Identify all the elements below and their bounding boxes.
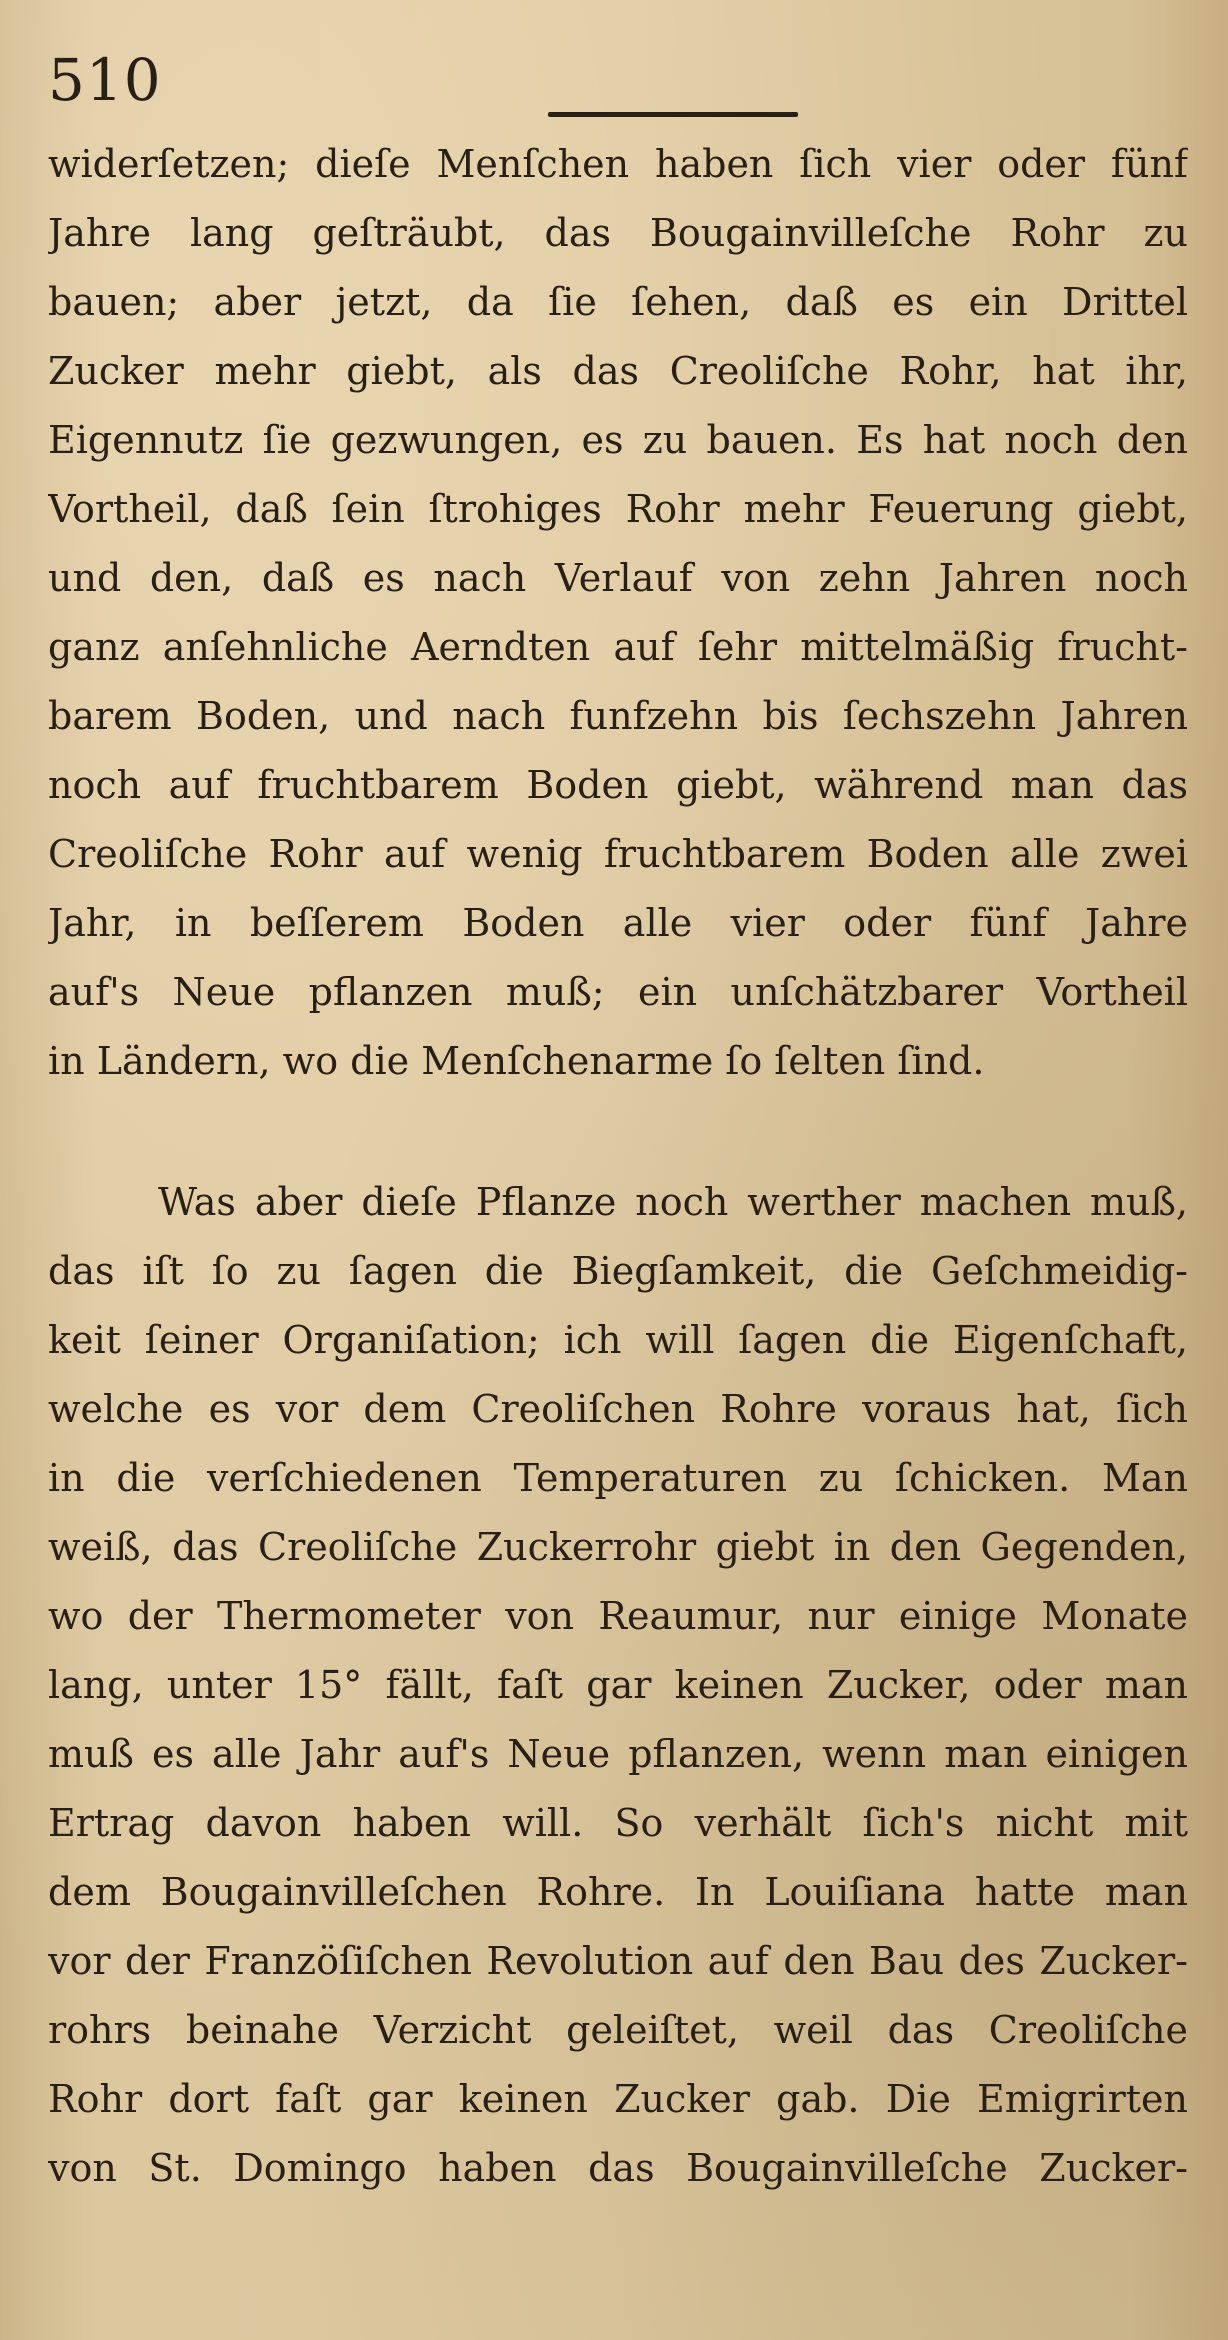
text-line: lang, unter 15° fällt, faſt gar keinen Zucker, oder man xyxy=(48,1663,1188,1707)
text-line: weiß, das Creoliſche Zuckerrohr giebt in den Gegenden, xyxy=(48,1525,1188,1569)
text-line: barem Boden, und nach funfzehn bis ſechszehn Jahren xyxy=(48,694,1188,738)
text-line: noch auf fruchtbarem Boden giebt, während man das xyxy=(48,763,1188,807)
text-line: vor der Franzöſiſchen Revolution auf den Bau des Zucker- xyxy=(48,1939,1188,1983)
text-line: in Ländern, wo die Menſchenarme ſo ſelten ſind. xyxy=(48,1039,985,1083)
text-line: Jahre lang geſträubt, das Bougainvilleſche Rohr zu xyxy=(48,211,1188,255)
text-line: Eigennutz ſie gezwungen, es zu bauen. Es hat noch den xyxy=(48,418,1188,462)
text-line: Jahr, in beſſerem Boden alle vier oder fünf Jahre xyxy=(48,901,1188,945)
header-rule xyxy=(548,112,798,117)
text-line: Zucker mehr giebt, als das Creoliſche Rohr, hat ihr, xyxy=(48,349,1188,393)
text-line: Was aber dieſe Pflanze noch werther machen muß, xyxy=(158,1180,1188,1224)
text-line: welche es vor dem Creoliſchen Rohre voraus hat, ſich xyxy=(48,1387,1188,1431)
text-line: muß es alle Jahr auf's Neue pflanzen, wenn man einigen xyxy=(48,1732,1188,1776)
text-line: bauen; aber jetzt, da ſie ſehen, daß es ein Drittel xyxy=(48,280,1188,324)
text-line: keit ſeiner Organiſation; ich will ſagen die Eigenſchaft, xyxy=(48,1318,1188,1362)
text-line: ganz anſehnliche Aerndten auf ſehr mittelmäßig frucht- xyxy=(48,625,1188,669)
paragraph-gap xyxy=(48,1096,1188,1168)
text-line: widerſetzen; dieſe Menſchen haben ſich vier oder fünf xyxy=(48,142,1188,186)
text-line: Ertrag davon haben will. So verhält ſich's nicht mit xyxy=(48,1801,1188,1845)
text-line: das iſt ſo zu ſagen die Biegſamkeit, die Geſchmeidig- xyxy=(48,1249,1188,1293)
text-line: Vortheil, daß ſein ſtrohiges Rohr mehr Feuerung giebt, xyxy=(48,487,1188,531)
text-line: auf's Neue pflanzen muß; ein unſchätzbarer Vortheil xyxy=(48,970,1188,1014)
text-line: in die verſchiedenen Temperaturen zu ſchicken. Man xyxy=(48,1456,1188,1500)
text-line: von St. Domingo haben das Bougainvilleſche Zucker- xyxy=(48,2146,1188,2190)
text-line: Creoliſche Rohr auf wenig fruchtbarem Boden alle zwei xyxy=(48,832,1188,876)
text-line: wo der Thermometer von Reaumur, nur einige Monate xyxy=(48,1594,1188,1638)
text-line: und den, daß es nach Verlauf von zehn Jahren noch xyxy=(48,556,1188,600)
page-number: 510 xyxy=(48,46,162,114)
page-header xyxy=(48,40,1178,120)
text-line: dem Bougainvilleſchen Rohre. In Louiſiana hatte man xyxy=(48,1870,1188,1914)
text-line: rohrs beinahe Verzicht geleiſtet, weil das Creoliſche xyxy=(48,2008,1188,2052)
text-body xyxy=(48,130,1188,2203)
text-line: Rohr dort faſt gar keinen Zucker gab. Die Emigrirten xyxy=(48,2077,1188,2121)
